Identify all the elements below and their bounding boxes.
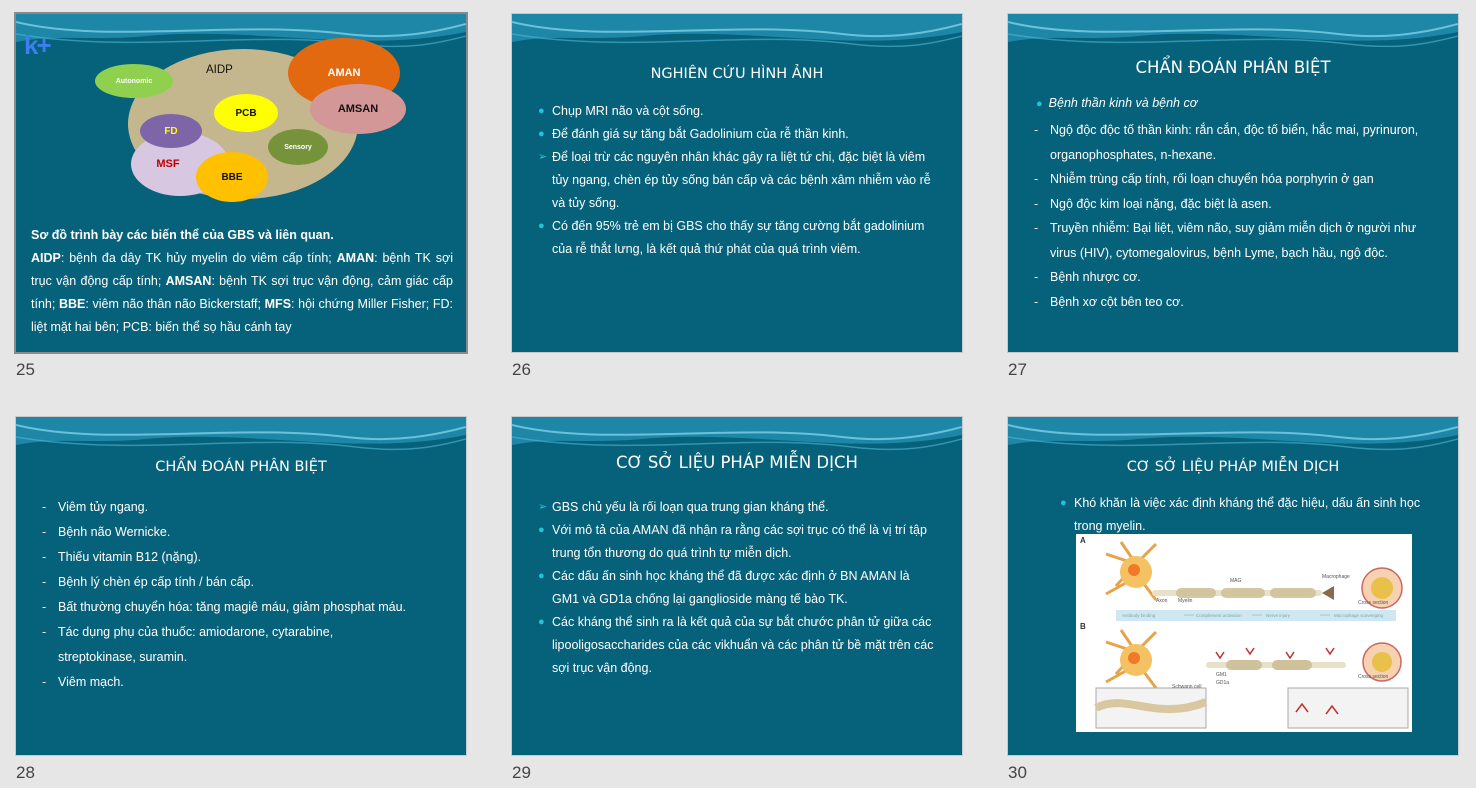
- list-item: [1036, 96, 1197, 110]
- pcb-bubble: [214, 94, 278, 132]
- list-item-text: Các dấu ấn sinh học kháng thể đã được xác định ở BN AMAN là GM1 và GD1a chống lại ganglioside màng tế bào TK.: [552, 569, 910, 606]
- caption-text: : bệnh TK sợi trục vận động cấp tính;: [31, 251, 453, 288]
- gd1a-label: GD1a: [1216, 680, 1230, 686]
- sensory-label: Sensory: [284, 143, 312, 151]
- bullet-list: [538, 100, 936, 261]
- bullet-list: [1060, 492, 1430, 538]
- slide-title: CƠ SỞ LIỆU PHÁP MIỄN DỊCH: [616, 453, 858, 472]
- myelin-label: Myelin: [1178, 598, 1193, 604]
- list-item-text: Thiếu vitamin B12 (nặng).: [58, 550, 202, 564]
- msf-label: MSF: [156, 158, 180, 170]
- list-item: - Tác dụng phụ của thuốc: amiodarone, cytarabine, streptokinase, suramin.: [42, 625, 334, 664]
- list-item: - Bệnh lý chèn ép cấp tính / bán cấp.: [42, 575, 254, 589]
- slide-number: 28: [16, 763, 35, 782]
- list-item: [538, 123, 936, 146]
- list-item: - Nhiễm trùng cấp tính, rối loạn chuyển hóa porphyrin ở gan: [1034, 172, 1374, 186]
- caption-text: : viêm não thân não Bickerstaff;: [85, 297, 265, 311]
- list-item-text: GBS chủ yếu là rối loạn qua trung gian kháng thể.: [552, 500, 829, 514]
- list-item-text: Truyền nhiễm: Bại liệt, viêm não, suy giảm miễn dịch ở người như virus (HIV), cytomegalovirus, bệnh Lyme, bạch hầu, ngộ độc.: [1050, 221, 1417, 260]
- step-label: Macrophage scavenging: [1334, 613, 1384, 618]
- bullet-icon: ●: [538, 616, 545, 628]
- list-item: - Ngộ độc độc tố thần kinh: rắn cắn, độc tố biển, hắc mai, pyrinuron, organophosphates, n-hexane.: [1034, 123, 1419, 162]
- list-item-text: Bất thường chuyển hóa: tăng magiê máu, giảm phosphat máu.: [58, 600, 407, 614]
- bullet-icon: ●: [538, 128, 545, 140]
- schwann-cell-label: Schwann cell: [1172, 684, 1202, 690]
- arrow-bullet-icon: ➢: [538, 151, 548, 163]
- slide-28: [16, 417, 466, 755]
- list-item: [538, 611, 938, 680]
- list-item-text: Viêm mạch.: [58, 675, 124, 689]
- slide-number: 30: [1008, 763, 1027, 782]
- list-item-text: Chụp MRI não và cột sống.: [552, 104, 704, 118]
- list-item: [538, 215, 936, 261]
- dash-list: [1034, 118, 1440, 314]
- list-item-text: Ngộ độc kim loại nặng, đặc biệt là asen.: [1050, 196, 1272, 211]
- list-item-text: Với mô tả của AMAN đã nhận ra rằng các sợi trục có thể là vị trí tập trung tổn thương do quá trình tự miễn dịch.: [552, 523, 927, 560]
- bullet-icon: ●: [538, 524, 545, 536]
- slide-30: [1008, 417, 1458, 755]
- bullet-icon: ●: [538, 570, 545, 582]
- sensory-bubble: [268, 129, 328, 165]
- list-item-text: Bệnh não Wernicke.: [58, 525, 171, 539]
- fd-bubble: [140, 114, 202, 148]
- wave-decoration: [512, 14, 962, 74]
- axon-label: Axon: [1156, 598, 1168, 604]
- caption-text: : bệnh TK sợi trục vận động, cảm giác cấp tính;: [31, 274, 454, 311]
- logo: k+: [24, 30, 50, 60]
- list-item-text: Để loại trừ các nguyên nhân khác gây ra liệt tứ chi, đặc biệt là viêm tủy ngang, chèn ép tủy sống bán cấp và các bệnh xâm nhiễm vào rễ và tủy sống.: [552, 150, 931, 210]
- list-item: - Thiếu vitamin B12 (nặng).: [42, 550, 202, 564]
- list-item-text: Bệnh xơ cột bên teo cơ.: [1050, 294, 1184, 309]
- autonomic-label: Autonomic: [115, 77, 153, 85]
- aman-label: AMAN: [327, 67, 361, 79]
- fd-label: FD: [164, 125, 178, 137]
- list-item-text: Bệnh nhược cơ.: [1050, 270, 1141, 284]
- bullet-icon: ●: [1036, 98, 1043, 110]
- amsan-label: AMSAN: [337, 103, 379, 115]
- caption-term: BBE: [58, 297, 86, 311]
- macrophage-label: Macrophage: [1322, 574, 1350, 580]
- slide-27: [1008, 14, 1458, 352]
- list-item-text: Bệnh lý chèn ép cấp tính / bán cấp.: [58, 575, 254, 589]
- caption-term: AMAN: [336, 251, 375, 265]
- list-item: - Bệnh xơ cột bên teo cơ.: [1034, 294, 1184, 309]
- step-label: Antibody binding: [1122, 613, 1156, 618]
- slide-title: NGHIÊN CỨU HÌNH ẢNH: [650, 66, 824, 82]
- caption-text: : bệnh đa dây TK hủy myelin do viêm cấp tính;: [60, 251, 337, 265]
- bullet-list: [538, 496, 938, 680]
- panel-a-label: A: [1080, 536, 1086, 545]
- caption-term: AMSAN: [165, 274, 212, 288]
- list-item: - Bệnh não Wernicke.: [42, 525, 171, 539]
- slide-title: CHẨN ĐOÁN PHÂN BIỆT: [155, 459, 327, 475]
- slide-29: [512, 417, 962, 755]
- list-item: [538, 496, 938, 519]
- neuron-figure: [1076, 534, 1412, 732]
- arrow-bullet-icon: ➢: [538, 501, 548, 513]
- bbe-label: BBE: [221, 171, 243, 183]
- mag-label: MAG: [1230, 578, 1242, 584]
- list-item: - Viêm mạch.: [42, 675, 124, 689]
- list-item-text: Để đánh giá sự tăng bắt Gadolinium của rễ thần kinh.: [552, 127, 849, 141]
- slide-number: 29: [512, 763, 531, 782]
- list-item: - Truyền nhiễm: Bại liệt, viêm não, suy giảm miễn dịch ở người như virus (HIV), cytomegalovirus, bệnh Lyme, bạch hầu, ngộ độc.: [1034, 221, 1417, 260]
- list-item-text: Có đến 95% trẻ em bị GBS cho thấy sự tăng cường bắt gadolinium của rễ thắt lưng, là kết quả thứ phát của quá trình viêm.: [552, 219, 925, 256]
- list-item-text: Tác dụng phụ của thuốc: amiodarone, cytarabine, streptokinase, suramin.: [58, 625, 334, 664]
- list-item: [538, 100, 936, 123]
- list-item: [538, 146, 936, 215]
- list-item: [538, 565, 938, 611]
- list-item-text: Viêm tủy ngang.: [58, 500, 149, 514]
- cross-section-label: Cross section: [1358, 600, 1389, 606]
- slide-number: 25: [16, 360, 35, 379]
- bbe-bubble: [196, 152, 268, 202]
- list-item: [1060, 492, 1430, 538]
- step-label: Nerve injury: [1266, 613, 1291, 618]
- gm1-label: GM1: [1216, 672, 1227, 678]
- diagram-caption: [31, 224, 453, 339]
- list-item-text: Các kháng thể sinh ra là kết quả của sự bắt chước phân tử giữa các lipooligosaccharides của các vikhuẩn và các phân tử bề mặt trên các sợi trục vận động.: [552, 615, 934, 675]
- amsan-bubble: [310, 84, 406, 134]
- slide-number: 27: [1008, 360, 1027, 379]
- caption-text: : hội chứng Miller Fisher; FD: liệt mặt hai bên; PCB: biến thể sọ hầu cánh tay: [31, 297, 453, 334]
- dash-list: [42, 495, 442, 695]
- slide-number: 26: [512, 360, 531, 379]
- panel-b-label: B: [1080, 622, 1086, 631]
- list-item: - Ngộ độc kim loại nặng, đặc biệt là asen.: [1034, 196, 1272, 211]
- bullet-icon: ●: [1060, 497, 1067, 509]
- autonomic-bubble: [95, 64, 173, 98]
- list-item-text: Ngộ độc độc tố thần kinh: rắn cắn, độc tố biển, hắc mai, pyrinuron, organophosphates, n-hexane.: [1050, 123, 1419, 162]
- list-item: - Viêm tủy ngang.: [42, 500, 149, 514]
- slide-25: [16, 14, 466, 352]
- list-item-text: Nhiễm trùng cấp tính, rối loạn chuyển hóa porphyrin ở gan: [1050, 172, 1374, 186]
- caption-term: MFS: [264, 297, 292, 311]
- cross-section-label: Cross section: [1358, 674, 1389, 680]
- step-label: Complement activation: [1196, 613, 1242, 618]
- caption-body: [31, 247, 453, 339]
- caption-term: AIDP: [31, 251, 61, 265]
- slide-26: [512, 14, 962, 352]
- list-item: - Bệnh nhược cơ.: [1034, 270, 1141, 284]
- aidp-label: AIDP: [206, 64, 233, 76]
- list-item-text: Bệnh thần kinh và bệnh cơ: [1048, 96, 1198, 110]
- list-item: [538, 519, 938, 565]
- slide-title: CHẨN ĐOÁN PHÂN BIỆT: [1135, 58, 1331, 77]
- list-item-text: Khó khăn là việc xác định kháng thể đặc hiệu, dấu ấn sinh học trong myelin.: [1074, 496, 1421, 533]
- list-item: - Bất thường chuyển hóa: tăng magiê máu, giảm phosphat máu.: [42, 600, 407, 614]
- neuron-illustration: [1076, 534, 1412, 732]
- pcb-label: PCB: [235, 107, 257, 119]
- bullet-icon: ●: [538, 105, 545, 117]
- caption-heading: Sơ đồ trình bày các biến thể của GBS và liên quan.: [31, 228, 334, 242]
- slide-title: CƠ SỞ LIỆU PHÁP MIỄN DỊCH: [1126, 459, 1340, 475]
- bullet-icon: ●: [538, 220, 545, 232]
